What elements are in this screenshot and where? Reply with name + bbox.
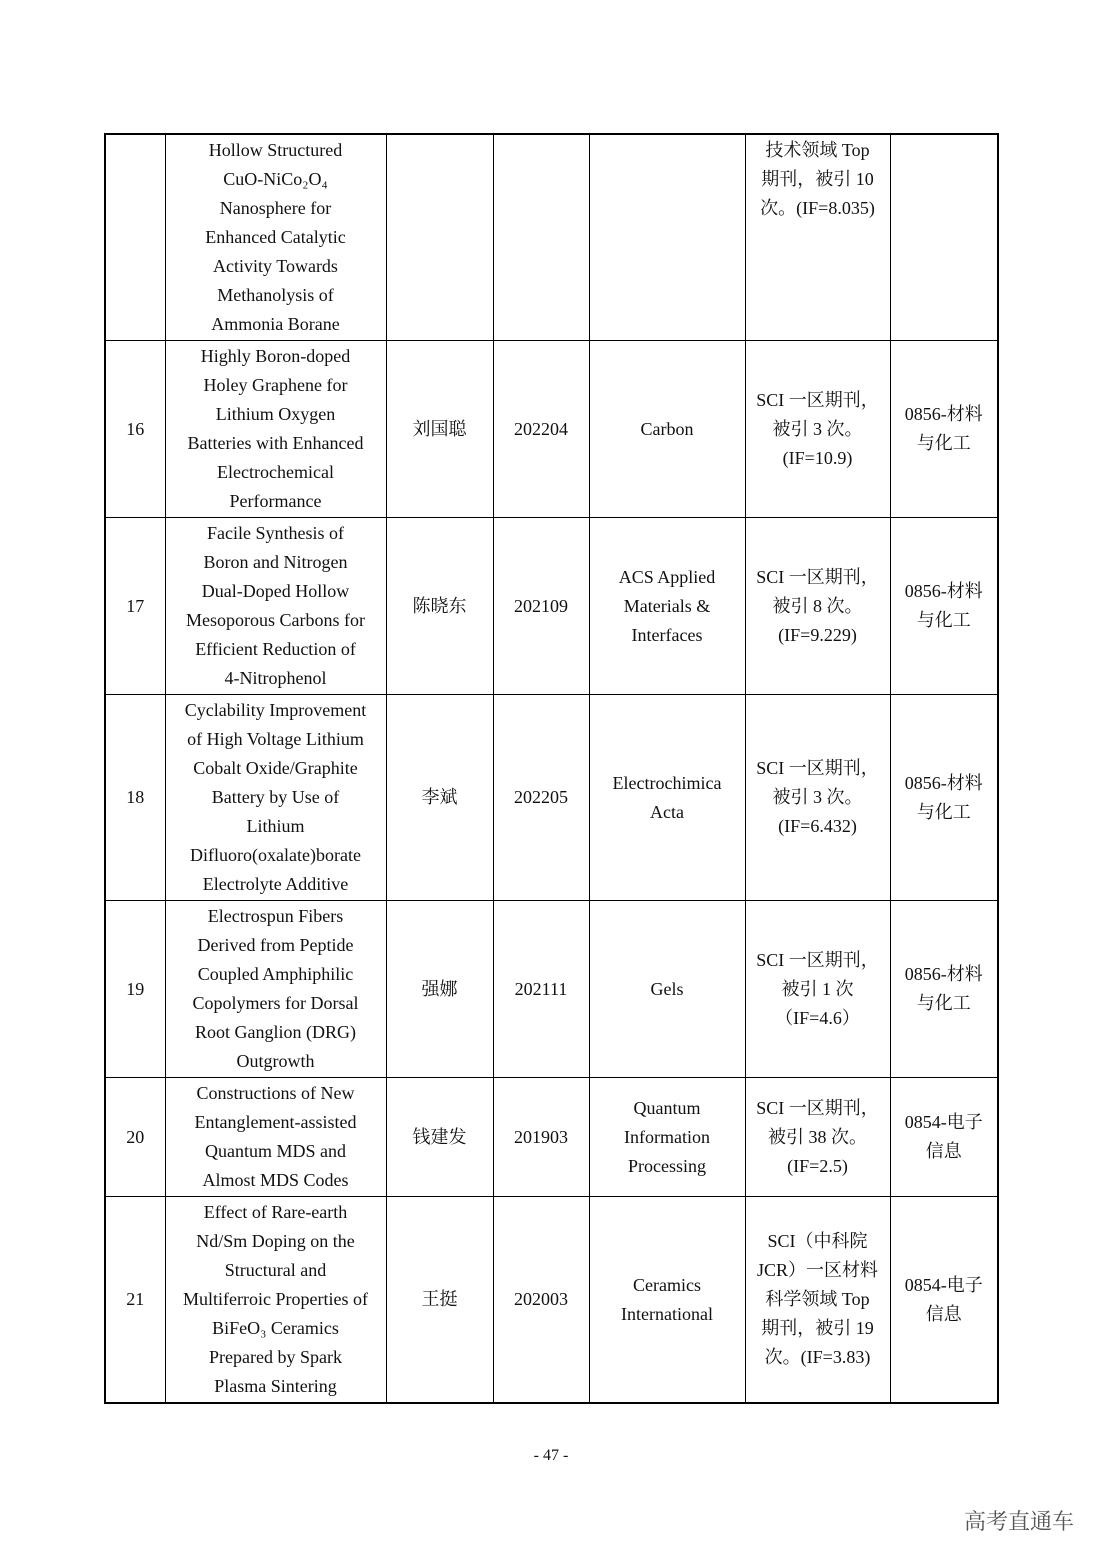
cell-author xyxy=(386,134,493,341)
cell-index-level xyxy=(745,341,890,518)
achievements-table xyxy=(104,133,999,1404)
cell-journal-line: Processing xyxy=(628,1155,706,1176)
cell-index-level-line: 科学领域 Top xyxy=(765,1289,870,1309)
cell-paper-title xyxy=(165,1197,386,1404)
cell-paper-title-line: Root Ganglion (DRG) xyxy=(195,1022,356,1042)
cell-number: 21 xyxy=(105,1197,165,1404)
cell-journal-line: ACS Applied xyxy=(618,566,716,587)
table-row xyxy=(105,518,998,695)
cell-index-level-line: 期刊，被引 19 xyxy=(761,1318,874,1338)
cell-discipline xyxy=(890,341,998,518)
cell-index-level-line: SCI 一区期刊， xyxy=(756,949,879,970)
cell-paper-title-line: Ammonia Borane xyxy=(211,314,340,334)
cell-paper-title-line: Boron and Nitrogen xyxy=(203,552,348,572)
cell-discipline xyxy=(890,134,998,341)
cell-paper-title-line: Effect of Rare-earth xyxy=(203,1202,348,1222)
cell-number: 16 xyxy=(105,341,165,518)
cell-paper-title-line: Electrolyte Additive xyxy=(202,874,349,894)
cell-index-level-line: (IF=6.432) xyxy=(778,816,857,836)
cell-journal-line: Electrochimica xyxy=(612,772,722,793)
cell-discipline xyxy=(890,1078,998,1197)
cell-index-level-line: 次。(IF=8.035) xyxy=(760,198,875,218)
cell-journal-line: Information xyxy=(624,1126,710,1147)
cell-publish-date: 202204 xyxy=(493,341,589,518)
cell-paper-title-line: Outgrowth xyxy=(236,1051,315,1071)
cell-journal-line: Ceramics xyxy=(633,1274,701,1295)
cell-journal-line: Acta xyxy=(650,801,684,822)
cell-paper-title-line: Lithium Oxygen xyxy=(215,404,336,424)
cell-discipline-line: 信息 xyxy=(925,1303,962,1324)
cell-discipline xyxy=(890,518,998,695)
cell-author: 王挺 xyxy=(386,1197,493,1404)
cell-author: 李斌 xyxy=(386,695,493,901)
cell-index-level-line: SCI 一区期刊， xyxy=(756,758,879,778)
cell-paper-title-line: BiFeO₃ Ceramics xyxy=(212,1318,339,1338)
cell-index-level-line: SCI 一区期刊， xyxy=(756,389,879,410)
cell-index-level-line: 被引 8 次。 xyxy=(772,595,863,616)
cell-discipline-line: 0854-电子 xyxy=(904,1112,983,1132)
cell-index-level-line: (IF=2.5) xyxy=(787,1155,848,1176)
cell-index-level-line: 被引 3 次。 xyxy=(772,787,863,807)
cell-paper-title xyxy=(165,1078,386,1197)
cell-paper-title xyxy=(165,341,386,518)
cell-index-level-line: 技术领域 Top xyxy=(765,140,870,160)
cell-author: 陈晓东 xyxy=(386,518,493,695)
cell-paper-title-line: of High Voltage Lithium xyxy=(187,729,364,749)
watermark-text: 高考直通车 xyxy=(963,1510,1074,1535)
cell-author: 强娜 xyxy=(386,901,493,1078)
cell-index-level xyxy=(745,901,890,1078)
cell-paper-title-line: Electrospun Fibers xyxy=(207,906,344,926)
cell-number: 17 xyxy=(105,518,165,695)
cell-journal-line: Materials & xyxy=(623,595,711,616)
cell-discipline xyxy=(890,695,998,901)
cell-journal xyxy=(589,1078,745,1197)
cell-paper-title-line: Methanolysis of xyxy=(217,285,334,305)
cell-number: 19 xyxy=(105,901,165,1078)
cell-paper-title-line: 4-Nitrophenol xyxy=(224,668,327,688)
cell-discipline-line: 与化工 xyxy=(916,433,971,453)
cell-paper-title-line: Battery by Use of xyxy=(211,787,340,807)
cell-index-level-line: SCI 一区期刊， xyxy=(756,566,879,587)
cell-discipline-line: 与化工 xyxy=(916,801,971,822)
cell-index-level-line: (IF=10.9) xyxy=(782,447,853,468)
cell-paper-title-line: Performance xyxy=(229,491,322,511)
cell-number xyxy=(105,134,165,341)
cell-paper-title-line: Quantum MDS and xyxy=(205,1141,346,1161)
cell-journal xyxy=(589,695,745,901)
cell-paper-title-line: Enhanced Catalytic xyxy=(205,227,346,247)
cell-index-level-line: 被引 1 次 xyxy=(781,978,854,999)
cell-paper-title-line: Batteries with Enhanced xyxy=(187,433,364,453)
cell-paper-title-line: Cobalt Oxide/Graphite xyxy=(193,758,358,778)
cell-paper-title-line: Multiferroic Properties of xyxy=(183,1289,368,1309)
cell-paper-title-line: Electrochemical xyxy=(217,462,334,482)
cell-author: 刘国聪 xyxy=(386,341,493,518)
cell-index-level-line: SCI（中科院 xyxy=(767,1231,868,1251)
cell-discipline-line: 0856-材料 xyxy=(904,404,983,424)
cell-paper-title xyxy=(165,901,386,1078)
cell-paper-title-line: Hollow Structured xyxy=(208,140,343,160)
cell-index-level-line: (IF=9.229) xyxy=(778,624,857,645)
cell-journal xyxy=(589,518,745,695)
cell-discipline-line: 0856-材料 xyxy=(904,581,983,601)
cell-index-level-line: SCI 一区期刊， xyxy=(756,1097,879,1118)
cell-paper-title-line: Highly Boron-doped xyxy=(200,346,351,366)
table-row xyxy=(105,901,998,1078)
cell-paper-title-line: Dual-Doped Hollow xyxy=(201,581,350,601)
cell-discipline-line: 与化工 xyxy=(916,993,971,1013)
cell-discipline xyxy=(890,901,998,1078)
cell-journal xyxy=(589,134,745,341)
cell-journal-line: Quantum xyxy=(633,1097,701,1118)
cell-paper-title xyxy=(165,134,386,341)
table-body xyxy=(105,134,998,1403)
cell-journal-line: International xyxy=(621,1303,713,1324)
cell-discipline xyxy=(890,1197,998,1404)
cell-paper-title-line: Difluoro(oxalate)borate xyxy=(190,845,361,865)
cell-index-level xyxy=(745,1197,890,1404)
cell-index-level xyxy=(745,1078,890,1197)
cell-paper-title-line: Facile Synthesis of xyxy=(207,523,344,543)
cell-paper-title-line: Prepared by Spark xyxy=(209,1347,342,1367)
cell-paper-title-line: Efficient Reduction of xyxy=(195,639,356,659)
cell-index-level-line: JCR）一区材料 xyxy=(756,1260,879,1280)
cell-paper-title-line: Almost MDS Codes xyxy=(202,1170,349,1190)
cell-paper-title-line: Lithium xyxy=(246,816,305,836)
cell-paper-title-line: Copolymers for Dorsal xyxy=(192,993,359,1013)
cell-discipline-line: 0856-材料 xyxy=(904,772,983,793)
cell-paper-title-line: Entanglement-assisted xyxy=(194,1112,357,1132)
cell-paper-title-line: Cyclability Improvement xyxy=(184,700,367,720)
cell-journal xyxy=(589,341,745,518)
cell-paper-title-line: CuO-NiCo₂O₄ xyxy=(223,169,328,189)
cell-paper-title-line: Coupled Amphiphilic xyxy=(197,964,354,984)
table-row xyxy=(105,1197,998,1404)
cell-publish-date: 202111 xyxy=(493,901,589,1078)
cell-paper-title-line: Derived from Peptide xyxy=(197,935,354,955)
cell-author: 钱建发 xyxy=(386,1078,493,1197)
cell-paper-title-line: Structural and xyxy=(224,1260,327,1280)
cell-paper-title-line: Nanosphere for xyxy=(219,198,332,218)
cell-discipline-line: 0854-电子 xyxy=(904,1274,983,1295)
cell-paper-title-line: Plasma Sintering xyxy=(214,1376,337,1396)
cell-publish-date: 202109 xyxy=(493,518,589,695)
cell-discipline-line: 与化工 xyxy=(916,610,971,630)
cell-index-level-line: 被引 38 次。 xyxy=(768,1126,867,1147)
cell-discipline-line: 信息 xyxy=(925,1141,962,1161)
table-row xyxy=(105,341,998,518)
table-row xyxy=(105,134,998,341)
cell-index-level-line: （IF=4.6） xyxy=(775,1007,860,1028)
page-number: - 47 - xyxy=(533,1447,569,1464)
cell-paper-title-line: Mesoporous Carbons for xyxy=(186,610,365,630)
cell-paper-title-line: Nd/Sm Doping on the xyxy=(196,1231,355,1251)
cell-number: 20 xyxy=(105,1078,165,1197)
cell-index-level xyxy=(745,695,890,901)
cell-paper-title-line: Activity Towards xyxy=(213,256,338,276)
cell-discipline-line: 0856-材料 xyxy=(904,964,983,984)
cell-publish-date: 202205 xyxy=(493,695,589,901)
cell-paper-title xyxy=(165,695,386,901)
cell-index-level-line: 次。(IF=3.83) xyxy=(764,1347,871,1367)
cell-publish-date xyxy=(493,134,589,341)
cell-journal xyxy=(589,901,745,1078)
cell-index-level xyxy=(745,518,890,695)
cell-journal-line: Gels xyxy=(650,978,684,999)
cell-paper-title-line: Holey Graphene for xyxy=(203,375,348,395)
cell-index-level-line: 期刊，被引 10 xyxy=(761,169,874,189)
cell-journal xyxy=(589,1197,745,1404)
cell-publish-date: 202003 xyxy=(493,1197,589,1404)
cell-index-level-line: 被引 3 次。 xyxy=(772,418,863,439)
table-row xyxy=(105,1078,998,1197)
cell-paper-title-line: Constructions of New xyxy=(196,1083,355,1103)
cell-paper-title xyxy=(165,518,386,695)
cell-journal-line: Carbon xyxy=(640,418,694,439)
cell-index-level xyxy=(745,134,890,341)
cell-publish-date: 201903 xyxy=(493,1078,589,1197)
cell-journal-line: Interfaces xyxy=(631,624,703,645)
cell-number: 18 xyxy=(105,695,165,901)
table-row xyxy=(105,695,998,901)
